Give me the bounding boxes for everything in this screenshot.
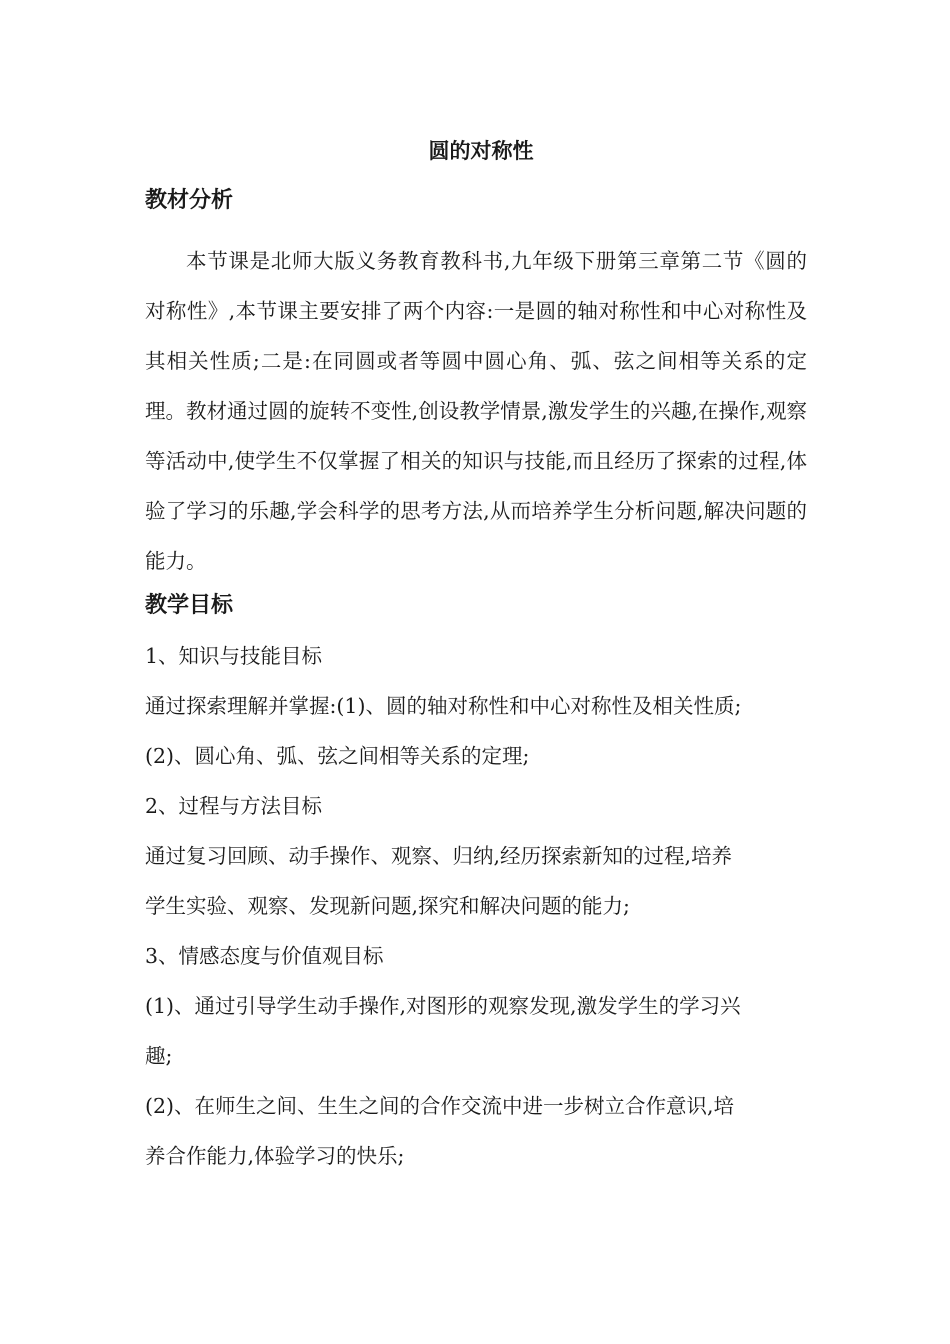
goal-3-item-1-line-2: 趣; bbox=[145, 1044, 173, 1068]
document-title: 圆的对称性 bbox=[428, 139, 534, 163]
goal-2-line-2: 学生实验、观察、发现新问题,探究和解决问题的能力; bbox=[145, 894, 630, 918]
goal-3-item-1-line-1: (1)、通过引导学生动手操作,对图形的观察发现,激发学生的学习兴 bbox=[145, 994, 741, 1018]
goal-1-line-1: 通过探索理解并掌握:(1)、圆的轴对称性和中心对称性及相关性质; bbox=[145, 694, 742, 718]
goal-2-line-1: 通过复习回顾、动手操作、观察、归纳,经历探索新知的过程,培养 bbox=[145, 844, 733, 868]
section-heading-material-analysis: 教材分析 bbox=[145, 188, 234, 213]
goal-1-line-2: (2)、圆心角、弧、弦之间相等关系的定理; bbox=[145, 744, 530, 768]
section-heading-teaching-goals: 教学目标 bbox=[145, 593, 234, 618]
goal-3-title: 3、情感态度与价值观目标 bbox=[145, 944, 384, 968]
goal-1-title: 1、知识与技能目标 bbox=[145, 644, 323, 668]
goal-3-item-2-line-1: (2)、在师生之间、生生之间的合作交流中进一步树立合作意识,培 bbox=[145, 1094, 735, 1118]
goal-3-item-2-line-2: 养合作能力,体验学习的快乐; bbox=[145, 1144, 405, 1168]
goal-2-title: 2、过程与方法目标 bbox=[145, 794, 323, 818]
material-analysis-paragraph: 本节课是北师大版义务教育教科书,九年级下册第三章第二节《圆的对称性》,本节课主要安排了两个内容:一是圆的轴对称性和中心对称性及其相关性质;二是:在同圆或者等圆中圆心角、弧、弦之间相等关系的定理。教材通过圆的旋转不变性,创设教学情景,激发学生的兴趣,在操作,观察等活动中,使学生不仅掌握了相关的知识与技能,而且经历了探索的过程,体验了学习的乐趣,学会科学的思考方法,从而培养学生分析问题,解决问题的能力。 bbox=[145, 249, 807, 573]
